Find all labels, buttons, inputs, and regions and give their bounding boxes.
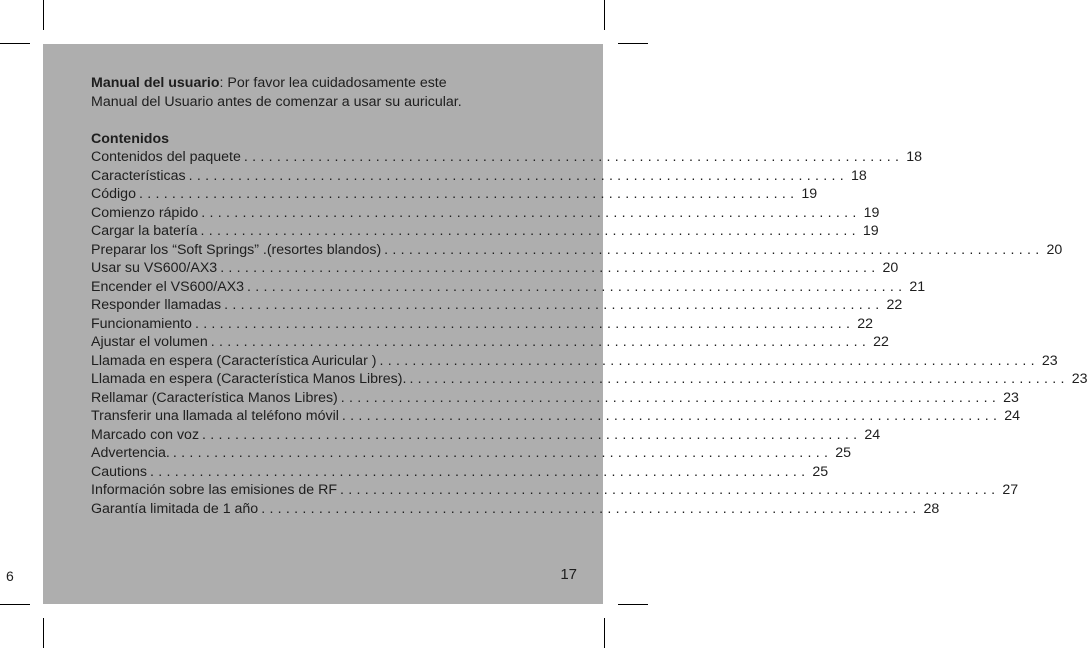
toc-entry xyxy=(91,315,874,334)
toc-entry-title: Información sobre las emisiones de RF xyxy=(91,482,338,498)
toc-entry xyxy=(91,241,1063,260)
toc-entry xyxy=(91,204,880,223)
page-panel xyxy=(43,44,1088,604)
toc-dot-leader: ................................................................................ xyxy=(261,500,921,517)
toc-entry-page: 22 xyxy=(873,334,889,350)
toc-entry-page: 23 xyxy=(1003,389,1019,406)
toc-dot-leader: ................................................................................ xyxy=(201,204,861,221)
toc-entry xyxy=(91,296,903,315)
adjacent-page-number: 6 xyxy=(6,568,14,584)
crop-mark xyxy=(0,43,30,44)
toc-entry-title: Comienzo rápido xyxy=(91,204,199,221)
toc-dot-leader: ................................................................................ xyxy=(188,167,848,184)
toc-entry-title: Llamada en espera (Característica Manos Libres). xyxy=(91,371,407,387)
toc-entry-title: Cautions xyxy=(91,463,147,480)
toc-entry-page: 18 xyxy=(850,167,867,184)
toc-dot-leader: ................................................................................ xyxy=(210,334,871,350)
toc-entry-title: Usar su VS600/AX3 xyxy=(91,260,218,276)
crop-mark xyxy=(43,618,44,648)
toc-entry xyxy=(91,370,1088,389)
toc-entry-title: Características xyxy=(91,167,186,184)
toc-entry-title: Advertencia. xyxy=(91,445,170,461)
page-content xyxy=(91,74,1088,518)
toc-entry-title: Marcado con voz xyxy=(91,426,200,443)
toc-entry-title: Encender el VS600/AX3 xyxy=(91,278,245,295)
toc-dot-leader: ................................................................................ xyxy=(194,315,855,332)
toc-dot-leader: ................................................................................ xyxy=(202,426,862,443)
toc-entry-page: 23 xyxy=(1071,371,1088,387)
toc-entry-title: Garantía limitada de 1 año xyxy=(91,500,259,517)
toc-entry-page: 27 xyxy=(1002,482,1019,498)
toc-entry-title: Responder llamadas xyxy=(91,297,222,313)
toc-dot-leader: ................................................................................ xyxy=(243,149,904,165)
toc-entry xyxy=(91,444,851,463)
toc-entry-title: Llamada en espera (Característica Auricular ) xyxy=(91,352,377,369)
toc-entry-page: 23 xyxy=(1041,352,1058,369)
toc-entry xyxy=(91,407,1020,426)
toc-dot-leader: ................................................................................ xyxy=(224,297,884,313)
toc-entry xyxy=(91,500,940,519)
toc-entry xyxy=(91,463,829,482)
crop-mark xyxy=(618,43,648,44)
toc-dot-leader: ................................................................................ xyxy=(150,463,810,480)
toc-entry-page: 28 xyxy=(923,500,940,517)
toc-entry-page: 22 xyxy=(886,297,903,313)
page-number: 17 xyxy=(560,566,577,583)
crop-mark xyxy=(43,0,44,30)
toc-entry-title: Transferir una llamada al teléfono móvil xyxy=(91,408,339,424)
toc-entry-title: Preparar los “Soft Springs” .(resortes blandos) xyxy=(91,241,382,258)
toc-dot-leader: ................................................................................ xyxy=(247,278,907,295)
toc-entry xyxy=(91,481,1019,500)
toc-entry-page: 20 xyxy=(1046,241,1063,258)
toc-dot-leader: ................................................................................ xyxy=(340,389,1001,406)
toc-entry xyxy=(91,333,889,352)
toc-dot-leader: ................................................................................ xyxy=(341,408,1002,424)
toc-dot-leader: ................................................................................ xyxy=(172,445,833,461)
toc-dot-leader: ................................................................................ xyxy=(340,482,1000,498)
toc-entry-page: 24 xyxy=(864,426,881,443)
toc-dot-leader: ................................................................................ xyxy=(409,371,1069,387)
intro-paragraph xyxy=(91,74,491,111)
toc-entry xyxy=(91,185,818,204)
toc-entry xyxy=(91,167,867,186)
toc-entry-page: 19 xyxy=(863,204,880,221)
toc-entry-page: 22 xyxy=(857,315,874,332)
toc-entry xyxy=(91,259,899,278)
toc-entry xyxy=(91,148,923,167)
toc-entry xyxy=(91,389,1019,408)
toc-entry-title: Ajustar el volumen xyxy=(91,334,208,350)
intro-text: : Por favor lea cuidadosamente este Manual del Usuario antes de comenzar a usar su auricular. xyxy=(91,75,462,110)
toc-entry-page: 21 xyxy=(909,278,926,295)
toc-dot-leader: ................................................................................ xyxy=(384,241,1044,258)
toc-entry-page: 25 xyxy=(835,445,851,461)
toc-entry-title: Funcionamiento xyxy=(91,315,192,332)
intro-title: Manual del usuario xyxy=(91,75,220,91)
crop-mark xyxy=(618,604,648,605)
toc-entry-title: Rellamar (Característica Manos Libres) xyxy=(91,389,338,406)
toc-entry xyxy=(91,222,879,241)
crop-mark xyxy=(604,618,605,648)
toc-entry-title: Cargar la batería xyxy=(91,223,198,239)
toc-entry-page: 19 xyxy=(862,223,879,239)
table-of-contents xyxy=(91,148,1088,518)
toc-entry-page: 18 xyxy=(906,149,923,165)
toc-entry-title: Contenidos del paquete xyxy=(91,149,241,165)
toc-entry xyxy=(91,278,926,297)
toc-entry xyxy=(91,352,1058,371)
toc-dot-leader: ................................................................................ xyxy=(220,260,880,276)
toc-entry-page: 19 xyxy=(801,186,818,202)
toc-dot-leader: ................................................................................ xyxy=(379,352,1039,369)
toc-entry-page: 20 xyxy=(882,260,899,276)
crop-mark xyxy=(604,0,605,30)
toc-entry-page: 24 xyxy=(1004,408,1020,424)
contents-heading: Contenidos xyxy=(91,130,170,147)
toc-entry-page: 25 xyxy=(812,463,829,480)
toc-entry xyxy=(91,426,881,445)
toc-dot-leader: ................................................................................ xyxy=(138,186,799,202)
crop-mark xyxy=(0,604,30,605)
toc-entry-title: Código xyxy=(91,186,136,202)
toc-dot-leader: ................................................................................ xyxy=(200,223,860,239)
